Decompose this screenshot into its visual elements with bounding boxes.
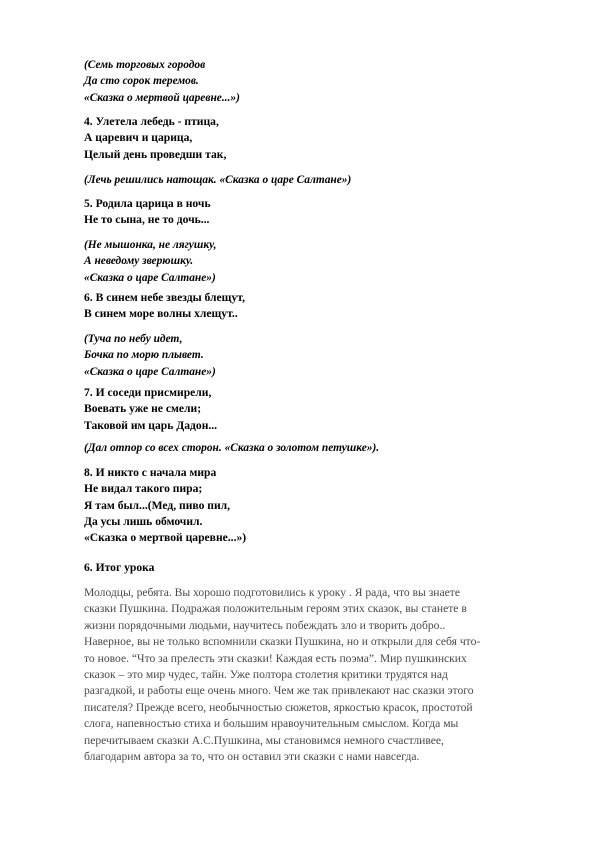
- verse-line: 5. Родила царица в ночь: [84, 197, 211, 210]
- answer-line: (Лечь решились натощак. «Сказка о царе Салтане»): [84, 174, 352, 186]
- verse-line: В синем море волны хлещут..: [84, 307, 238, 321]
- answer-line: (Дал отпор со всех сторон. «Сказка о золотом петушке»).: [84, 442, 380, 454]
- verse-line: 4. Улетела лебедь - птица,: [84, 115, 219, 128]
- answer-block: [84, 172, 564, 188]
- section-heading: 6. Итог урока: [84, 561, 155, 574]
- answer-line: Бочка по морю плывет.: [84, 349, 204, 362]
- conclusion-line: писателя? Прежде всего, необычностью сюжетов, яркостью красок, простотой: [84, 700, 473, 714]
- answer-line: «Сказка о мертвой царевне...»): [84, 91, 240, 104]
- answer-block: [84, 440, 564, 456]
- conclusion-line: жизни порядочными людьми, научитесь побеждать зло и творить добро..: [84, 618, 446, 632]
- conclusion-line: сказок – это мир чудес, тайн. Уже полтора столетия критики трудятся над: [84, 668, 448, 682]
- verse-line: Таковой им царь Дадон...: [84, 418, 218, 432]
- conclusion-line: то новое. “Что за прелесть эти сказки! Каждая есть поэма”. Мир пушкинских: [84, 651, 467, 665]
- verse-line: Я там был...(Мед, пиво пил,: [84, 498, 231, 512]
- verse-line: Не то сына, не то дочь...: [84, 213, 210, 227]
- conclusion-line: перечитываем сказки А.С.Пушкина, мы становимся немного счастливее,: [84, 733, 444, 747]
- answer-line: (Туча по небу идет,: [84, 333, 183, 345]
- answer-block: [84, 331, 564, 380]
- verse-line: Не видал такого пира;: [84, 482, 203, 496]
- verse-line: Воевать уже не смели;: [84, 402, 202, 416]
- verse-line: Целый день проведши так,: [84, 147, 227, 161]
- conclusion-line: благодарим автора за то, что он оставил эти сказки с нами навсегда.: [84, 750, 420, 764]
- conclusion-line: слога, напевностью стиха и большим нравоучительным смыслом. Когда мы: [84, 717, 459, 731]
- answer-line: «Сказка о царе Салтане»): [84, 365, 216, 378]
- answer-block: [84, 57, 564, 106]
- verse-line: «Сказка о мертвой царевне...»): [84, 531, 247, 545]
- answer-line: «Сказка о царе Салтане»): [84, 271, 216, 284]
- answer-line: (Семь торговых городов: [84, 59, 206, 71]
- verse-line: 8. И никто с начала мира: [84, 466, 217, 479]
- conclusion-paragraph: [84, 585, 554, 765]
- answer-line: А неведому зверюшку.: [84, 255, 194, 268]
- answer-block: [84, 237, 564, 286]
- verse-line: 6. В синем небе звезды блещут,: [84, 291, 245, 304]
- question-block: [84, 114, 564, 163]
- conclusion-line: разгадкой, и работы еще очень много. Чем же так привлекают нас сказки этого: [84, 684, 474, 698]
- question-block: [84, 196, 564, 229]
- question-block: [84, 385, 564, 434]
- question-block: [84, 290, 564, 323]
- conclusion-line: Молодцы, ребята. Вы хорошо подготовились к уроку . Я рада, что вы знаете: [84, 586, 461, 599]
- verse-line: А царевич и царица,: [84, 131, 193, 145]
- verse-line: Да усы лишь обмочил.: [84, 514, 203, 528]
- question-block: [84, 465, 564, 546]
- answer-line: (Не мышонка, не лягушку,: [84, 239, 217, 251]
- verse-line: 7. И соседи присмирели,: [84, 386, 212, 399]
- conclusion-line: сказки Пушкина. Подражая положительным героям этих сказок, вы станете в: [84, 602, 467, 616]
- answer-line: Да сто сорок теремов.: [84, 75, 199, 88]
- conclusion-line: Наверное, вы не только вспомнили сказки Пушкина, но и открыли для себя что-: [84, 635, 481, 649]
